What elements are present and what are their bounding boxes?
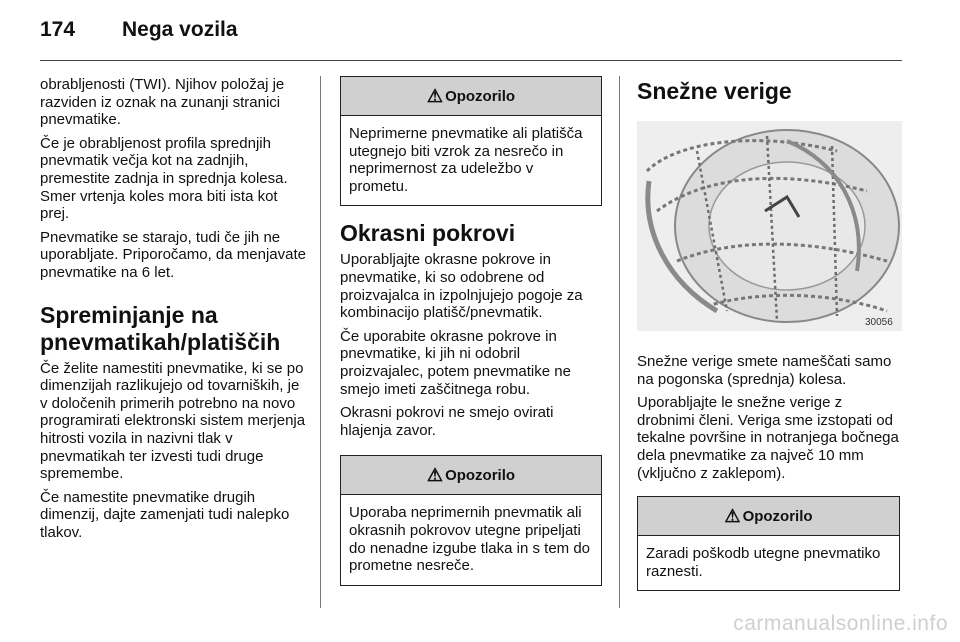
paragraph: Okrasni pokrovi ne smejo ovirati hlajenja zavor. bbox=[340, 404, 554, 439]
section-heading: Spreminjanje na pnevmatikah/platiščih bbox=[40, 301, 281, 355]
figure-code: 30056 bbox=[865, 317, 893, 328]
paragraph: Pnevmatike se starajo, tudi če jih ne uporabljate. Priporočamo, da menjavate pnevmatike na 6 let. bbox=[40, 228, 306, 281]
warning-title: Opozorilo bbox=[445, 467, 516, 485]
page-header bbox=[40, 18, 238, 42]
warning-header bbox=[638, 497, 899, 536]
header-rule bbox=[40, 60, 902, 61]
page-number: 174 bbox=[40, 18, 76, 41]
snow-chain-figure bbox=[637, 121, 902, 331]
watermark: carmanualsonline.info bbox=[733, 612, 948, 635]
paragraph: Če je obrabljenost profila sprednjih pnevmatik večja kot na zadnjih, premestite zadnja in sprednja kolesa. Smer vrtenja koles mora biti ista kot prej. bbox=[40, 134, 288, 223]
column-1 bbox=[40, 76, 308, 547]
warning-triangle-icon: ⚠ bbox=[426, 86, 444, 106]
column-divider-1 bbox=[320, 76, 321, 608]
paragraph: Če namestite pnevmatike drugih dimenzij, dajte zamenjati tudi nalepko tlakov. bbox=[40, 488, 290, 541]
column-3 bbox=[637, 76, 902, 597]
warning-box bbox=[340, 455, 602, 585]
paragraph: Uporabljajte okrasne pokrove in pnevmatike, ki so odobrene od proizvajalca in izpolnjujejo pogoje za kombinacijo platišč/pnevmatik. bbox=[340, 251, 583, 322]
warning-body: Neprimerne pnevmatike ali platišča utegnejo biti vzrok za nesrečo in neprimernost za udeležbo v prometu. bbox=[349, 125, 583, 195]
section-heading: Okrasni pokrovi bbox=[340, 220, 516, 247]
warning-body: Uporaba neprimernih pnevmatik ali okrasnih pokrovov utegne pripeljati do nenadne izgube tlaka in s tem do prometne nesreče. bbox=[349, 504, 591, 575]
section-heading: Snežne verige bbox=[637, 78, 792, 104]
warning-header bbox=[341, 456, 601, 495]
snow-chain-illustration bbox=[637, 121, 902, 331]
chapter-title: Nega vozila bbox=[122, 18, 238, 41]
column-2 bbox=[340, 76, 602, 592]
warning-box bbox=[340, 76, 602, 206]
warning-title: Opozorilo bbox=[742, 508, 813, 526]
column-divider-2 bbox=[619, 76, 620, 608]
warning-triangle-icon: ⚠ bbox=[426, 465, 444, 486]
paragraph: Če želite namestiti pnevmatike, ki se po dimenzijah razlikujejo od tovarniških, je v določenih primerih potrebno na novo programirati elektronski sistem merjenja hitrosti vozila in nazivni tlak v pnevmatikah ter izvesti tudi druge spremembe. bbox=[40, 359, 306, 483]
warning-triangle-icon: ⚠ bbox=[724, 506, 741, 527]
paragraph: Če uporabite okrasne pokrove in pnevmatike, ki jih ni odobril proizvajalec, potem pnevmatike ne smejo imeti zaščitnega robu. bbox=[340, 327, 571, 398]
paragraph: Snežne verige smete nameščati samo na pogonska (sprednja) kolesa. bbox=[637, 353, 892, 388]
paragraph: obrabljenosti (TWI). Njihov položaj je razviden iz oznak na zunanji stranici pnevmatike. bbox=[40, 76, 285, 129]
warning-body: Zaradi poškodb utegne pnevmatiko raznesti. bbox=[646, 545, 881, 580]
paragraph: Uporabljajte le snežne verige z drobnimi členi. Veriga sme izstopati od tekalne površine in notranjega bočnega dela pnevmatike za največ 10 mm (vključno z zaklepom). bbox=[637, 394, 899, 482]
warning-box bbox=[637, 496, 900, 591]
warning-header bbox=[341, 77, 601, 116]
warning-title: Opozorilo bbox=[445, 88, 516, 105]
